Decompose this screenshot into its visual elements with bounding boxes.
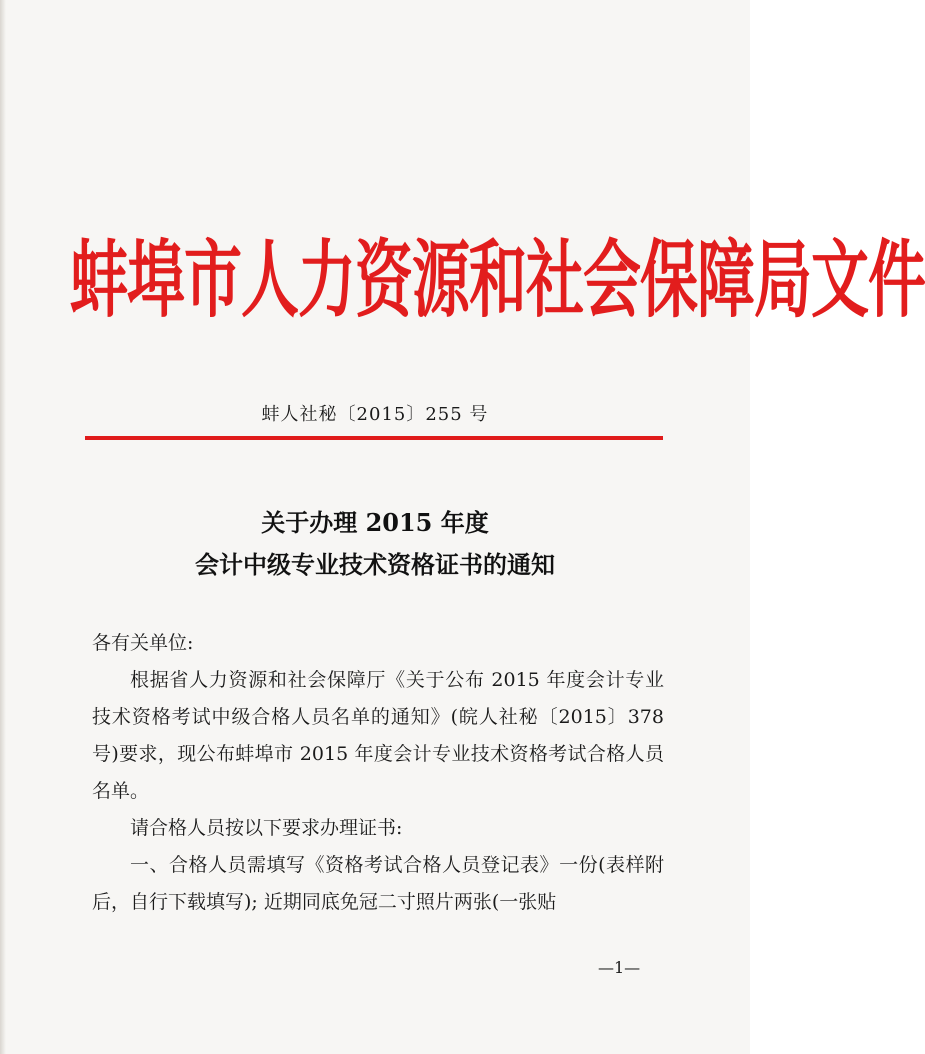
document-body xyxy=(92,625,664,921)
document-title-line-1: 关于办理 2015 年度 xyxy=(261,508,489,537)
document-number: 蚌人社秘〔2015〕255 号 xyxy=(261,404,489,425)
body-paragraph-1: 根据省人力资源和社会保障厅《关于公布 2015 年度会计专业技术资格考试中级合格人员名单的通知》(皖人社秘〔2015〕378 号)要求，现公布蚌埠市 2015 年度会计专业技术资格考试合格人员名单。 xyxy=(92,669,664,802)
issuer-header-title: 蚌埠市人力资源和社会保障局文件 xyxy=(70,230,925,330)
page-number: —1— xyxy=(598,958,641,977)
red-separator-rule xyxy=(85,436,663,440)
document-title-line-2: 会计中级专业技术资格证书的通知 xyxy=(195,550,555,579)
body-paragraph-2: 请合格人员按以下要求办理证书: xyxy=(130,817,403,839)
salutation: 各有关单位: xyxy=(92,632,194,654)
body-paragraph-3: 一、合格人员需填写《资格考试合格人员登记表》一份(表样附后，自行下载填写); 近期同底免冠二寸照片两张(一张贴 xyxy=(92,854,664,913)
